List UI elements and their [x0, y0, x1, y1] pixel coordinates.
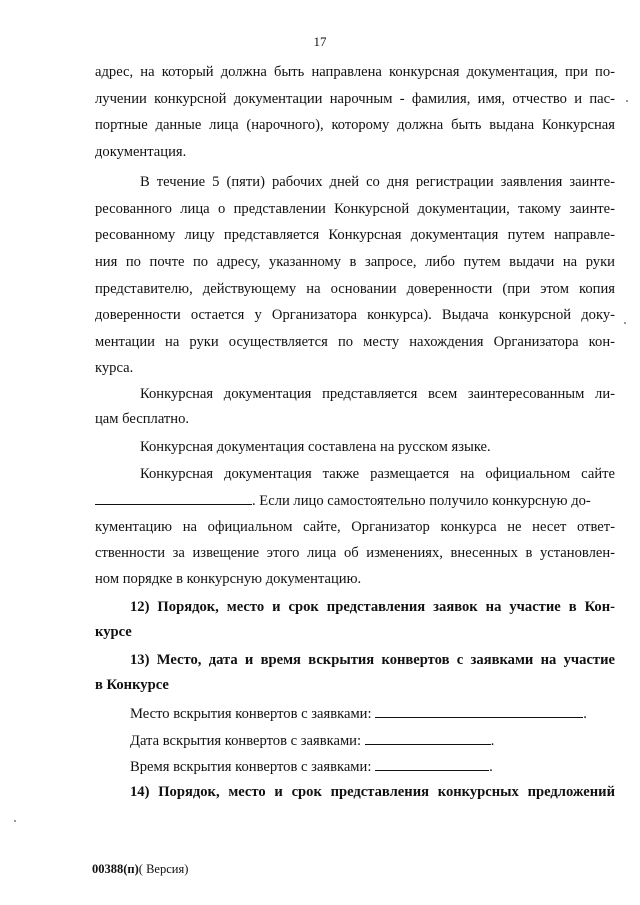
text-line: документация.	[95, 144, 187, 160]
text-line: В течение 5 (пяти) рабочих дней со дня регистрации заявления заинте-	[140, 174, 615, 190]
line-end-period: .	[489, 759, 493, 775]
line-end-period: .	[490, 733, 495, 749]
text-line: цам бесплатно.	[95, 411, 190, 427]
section-heading-12: 12) Порядок, место и срок представления заявок на участие в Кон-	[130, 599, 615, 615]
opening-place-line	[130, 704, 615, 723]
text-line: адрес, на который должна быть направлена конкурсная документация, при по-	[95, 64, 615, 80]
section-heading-14: 14) Порядок, место и срок представления конкурсных предложений	[130, 784, 615, 800]
scan-speck	[14, 820, 16, 822]
scan-speck	[624, 322, 626, 324]
text-line: доверенности остается у Организатора конкурса). Выдача конкурсной доку-	[95, 307, 615, 323]
section-heading-13-cont: в Конкурсе	[95, 677, 169, 693]
text-line-with-blank	[95, 491, 615, 510]
opening-place-blank	[375, 704, 583, 718]
text-line: Конкурсная документация также размещается на официальном сайте	[140, 466, 615, 482]
version-label: ( Версия)	[138, 862, 189, 876]
text-line: ния по почте по адресу, указанному в запросе, либо путем выдачи на руки	[95, 254, 615, 270]
opening-date-line	[130, 731, 615, 750]
scan-speck	[626, 100, 628, 102]
footer-version	[92, 862, 188, 877]
text-line: курса.	[95, 360, 134, 376]
text-line: ресованного лица о представлении Конкурсной документации, такому заинте-	[95, 201, 615, 217]
opening-time-label: Время вскрытия конвертов с заявками:	[130, 759, 372, 775]
document-code: 00388(п)	[92, 862, 139, 876]
text-line: ственности за извещение этого лица об изменениях, внесенных в установлен-	[95, 545, 615, 561]
text-line: ресованному лицу представляется Конкурсная документация путем направле-	[95, 227, 615, 243]
text-line: представителю, действующему на основании доверенности (при этом копия	[95, 281, 615, 297]
text-line: портные данные лица (нарочного), которому должна быть выдана Конкурсная	[95, 117, 615, 133]
opening-place-label: Место вскрытия конвертов с заявками:	[130, 706, 372, 722]
text-fragment: . Если лицо самостоятельно получило конкурсную до-	[252, 493, 591, 509]
opening-date-label: Дата вскрытия конвертов с заявками:	[130, 733, 362, 749]
text-line: кументацию на официальном сайте, Организатор конкурса не несет ответ-	[95, 519, 615, 535]
text-line: Конкурсная документация составлена на русском языке.	[140, 439, 491, 455]
opening-time-blank	[375, 757, 489, 771]
opening-date-blank	[365, 731, 491, 745]
opening-time-line	[130, 757, 615, 776]
section-heading-12-cont: курсе	[95, 624, 132, 640]
text-line: Конкурсная документация представляется всем заинтересованным ли-	[140, 386, 615, 402]
text-line: ном порядке в конкурсную документацию.	[95, 571, 362, 587]
page-number: 17	[313, 34, 327, 49]
text-line: ментации на руки осуществляется по месту нахождения Организатора кон-	[95, 334, 615, 350]
line-end-period: .	[583, 706, 587, 722]
website-blank	[95, 491, 252, 505]
section-heading-13: 13) Место, дата и время вскрытия конвертов с заявками на участие	[130, 652, 615, 668]
text-line: лучении конкурсной документации нарочным - фамилия, имя, отчество и пас-	[95, 91, 615, 107]
